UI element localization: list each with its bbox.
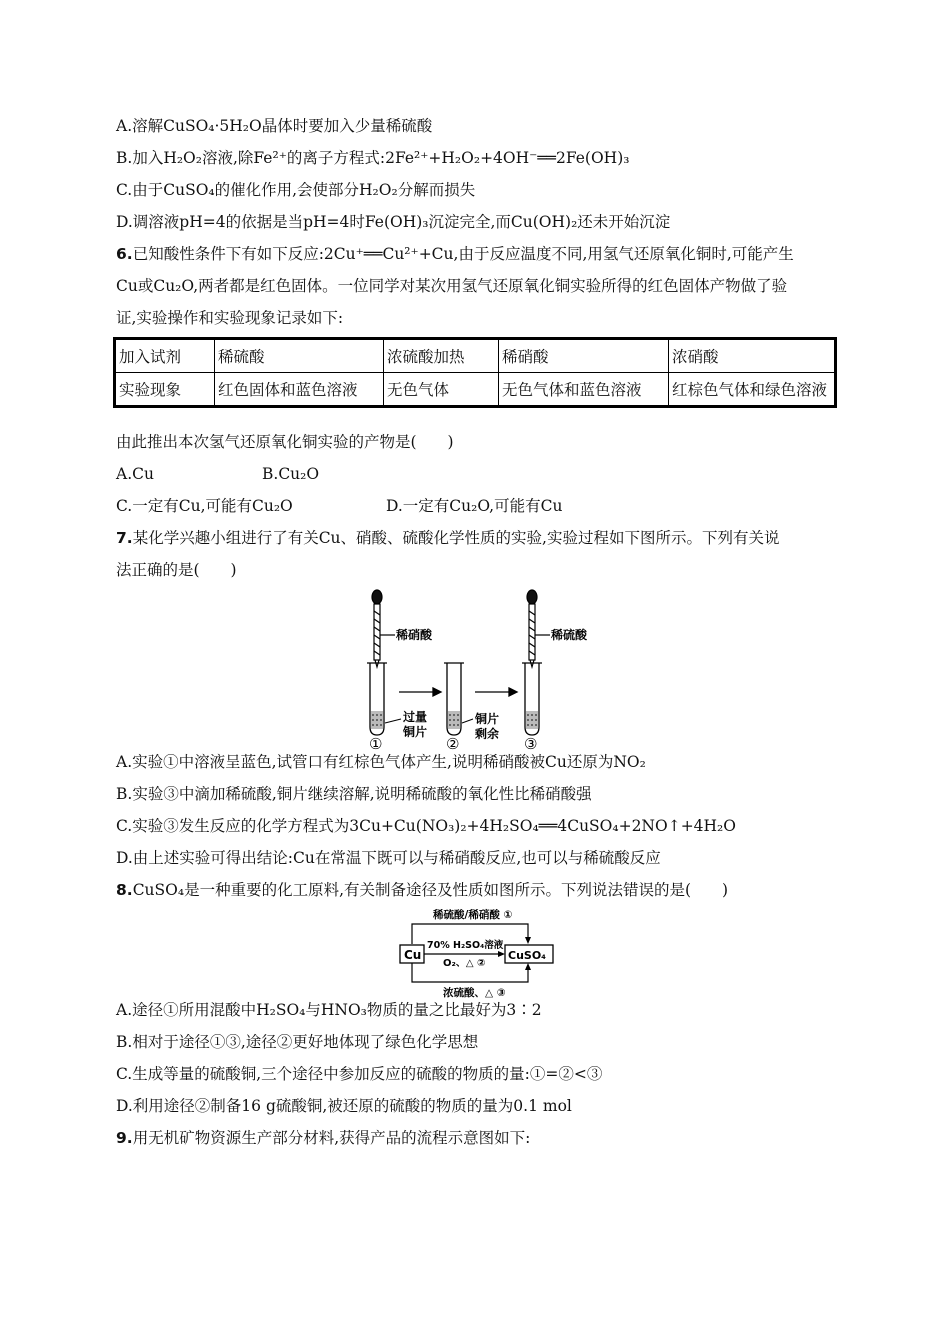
q8-option-d: D.利用途径②制备16 g硫酸铜,被还原的硫酸的物质的量为0.1 mol	[116, 1097, 572, 1115]
q8-option-c: C.生成等量的硫酸铜,三个途径中参加反应的硫酸的物质的量:①=②<③	[116, 1065, 603, 1083]
table-cell: 红色固体和蓝色溶液	[215, 373, 384, 407]
q6-option-a: A.Cu	[116, 465, 154, 483]
cu-box-label: Cu	[404, 948, 422, 962]
test-tube-figure	[355, 585, 605, 750]
table-cell: 无色气体	[384, 373, 499, 407]
q8-option-b: B.相对于途径①③,途径②更好地体现了绿色化学思想	[116, 1033, 479, 1051]
q9-number: 9.	[116, 1129, 133, 1147]
table-row-phenomenon	[115, 373, 836, 407]
q8-number: 8.	[116, 881, 133, 899]
q7-option-d: D.由上述实验可得出结论:Cu在常温下既可以与稀硝酸反应,也可以与稀硫酸反应	[116, 849, 661, 867]
q6-option-c: C.一定有Cu,可能有Cu₂O	[116, 497, 293, 515]
q6-number: 6.	[116, 245, 133, 263]
q9-stem-line1	[116, 1128, 530, 1148]
q5-option-a: A.溶解CuSO₄·5H₂O晶体时要加入少量稀硫酸	[116, 117, 433, 135]
q6-line1-text: 已知酸性条件下有如下反应:2Cu⁺══Cu²⁺+Cu,由于反应温度不同,用氢气还原氧化铜时,可能产生	[132, 245, 794, 263]
test-tube-3-icon	[522, 663, 542, 735]
q7-option-c: C.实验③发生反应的化学方程式为3Cu+Cu(NO₃)₂+4H₂SO₄══4CuSO₄+2NO↑+4H₂O	[116, 817, 736, 835]
route-2-label-bottom: O₂、△ ②	[443, 958, 486, 969]
label-dilute-sulfuric: 稀硫酸	[551, 628, 588, 642]
table-cell: 浓硫酸加热	[384, 339, 499, 373]
q7-option-b: B.实验③中滴加稀硫酸,铜片继续溶解,说明稀硫酸的氧化性比稀硝酸强	[116, 785, 592, 803]
q6-stem-line3: 证,实验操作和实验现象记录如下:	[116, 309, 344, 327]
table-row-reagent	[115, 339, 836, 373]
q6-option-b: B.Cu₂O	[262, 465, 320, 483]
q8-line1-text: CuSO₄是一种重要的化工原料,有关制备途径及性质如图所示。下列说法错误的是( )	[132, 881, 729, 899]
cuso4-pathway-figure	[395, 906, 565, 998]
table-cell: 稀硝酸	[499, 339, 669, 373]
label-copper-remain-2: 剩余	[475, 727, 500, 741]
q6-stem-line2: Cu或Cu₂O,两者都是红色固体。一位同学对某次用氢气还原氧化铜实验所得的红色固体产物做了验	[116, 277, 788, 295]
q7-stem-line1	[116, 528, 779, 548]
q7-option-a: A.实验①中溶液呈蓝色,试管口有红棕色气体产生,说明稀硝酸被Cu还原为NO₂	[116, 753, 646, 771]
dropper-1-icon	[372, 590, 395, 667]
q7-stem-line2: 法正确的是( )	[116, 561, 237, 579]
table-cell: 浓硝酸	[669, 339, 836, 373]
label-dilute-nitric: 稀硝酸	[396, 628, 433, 642]
arrow-right-icon	[498, 951, 505, 957]
tube-3-number: ③	[524, 735, 538, 750]
dropper-2-icon	[527, 590, 550, 667]
experiment-table	[113, 337, 837, 408]
tube-1-number: ①	[369, 735, 383, 750]
arrow-right-icon	[475, 688, 517, 696]
table-cell: 红棕色气体和绿色溶液	[669, 373, 836, 407]
route-3-label: 浓硫酸、△ ③	[443, 987, 506, 998]
arrow-down-icon	[525, 937, 531, 944]
table-cell: 加入试剂	[115, 339, 215, 373]
label-copper-remain-1: 铜片	[475, 712, 500, 726]
q6-option-d: D.一定有Cu₂O,可能有Cu	[386, 497, 563, 515]
route-1-label: 稀硫酸/稀硝酸 ①	[433, 909, 513, 921]
test-tube-2-icon	[444, 663, 464, 735]
q9-line1-text: 用无机矿物资源生产部分材料,获得产品的流程示意图如下:	[132, 1129, 531, 1147]
q7-number: 7.	[116, 529, 133, 547]
test-tube-1-icon	[367, 663, 387, 735]
q5-option-d: D.调溶液pH=4的依据是当pH=4时Fe(OH)₃沉淀完全,而Cu(OH)₂还未开始沉淀	[116, 213, 671, 231]
route-2-label-top: 70% H₂SO₄溶液	[427, 940, 504, 951]
arrow-right-icon	[399, 688, 441, 696]
q6-stem-line1	[116, 244, 794, 264]
table-cell: 实验现象	[115, 373, 215, 407]
q8-stem-line1	[116, 880, 728, 900]
label-copper-sheet: 铜片	[403, 725, 428, 739]
label-excess: 过量	[403, 710, 428, 724]
q5-option-b: B.加入H₂O₂溶液,除Fe²⁺的离子方程式:2Fe²⁺+H₂O₂+4OH⁻══2Fe(OH)₃	[116, 149, 630, 167]
table-cell: 无色气体和蓝色溶液	[499, 373, 669, 407]
arrow-up-icon	[525, 963, 531, 970]
q5-option-c: C.由于CuSO₄的催化作用,会使部分H₂O₂分解而损失	[116, 181, 476, 199]
table-cell: 稀硫酸	[215, 339, 384, 373]
cuso4-box-label: CuSO₄	[508, 949, 546, 962]
tube-2-number: ②	[446, 735, 460, 750]
q7-line1-text: 某化学兴趣小组进行了有关Cu、硝酸、硫酸化学性质的实验,实验过程如下图所示。下列有关说	[132, 529, 780, 547]
q8-option-a: A.途径①所用混酸中H₂SO₄与HNO₃物质的量之比最好为3∶2	[116, 1001, 542, 1019]
q6-question: 由此推出本次氢气还原氧化铜实验的产物是( )	[116, 433, 454, 451]
